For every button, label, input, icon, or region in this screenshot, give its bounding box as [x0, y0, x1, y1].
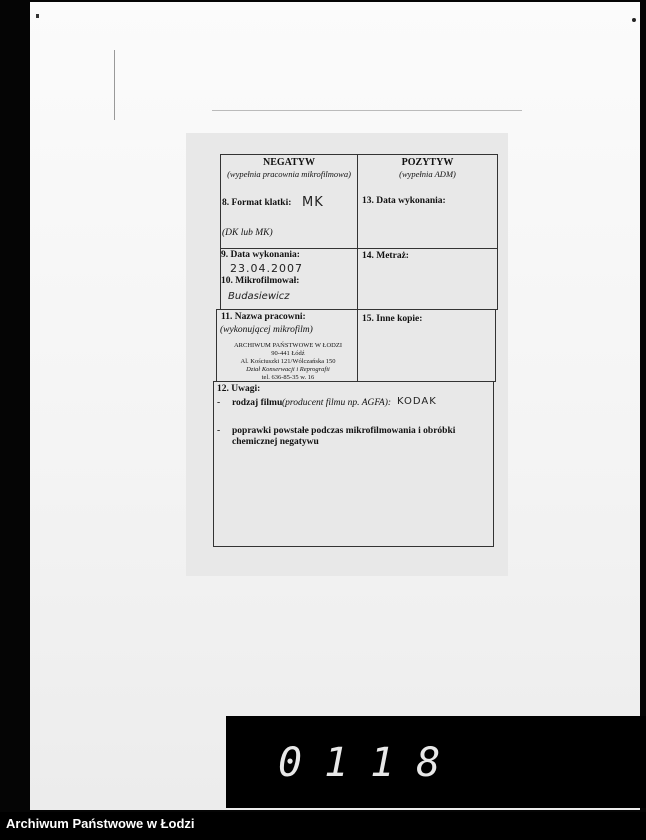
field-15-label: 15. Inne kopie: — [362, 314, 423, 324]
field-12-item2-line2: chemicznej negatywu — [232, 437, 319, 447]
stamp-line: tel. 636-85-35 w. 16 — [261, 374, 315, 381]
field-10-label: 10. Mikrofilmował: — [221, 276, 300, 286]
guide-line-vertical — [114, 50, 115, 120]
bullet-mark: - — [217, 398, 221, 408]
field-12-item1-value: KODAK — [397, 396, 437, 407]
field-12-item1-label: rodzaj filmu — [232, 398, 283, 408]
field-12-label: 12. Uwagi: — [217, 384, 261, 394]
bullet-mark: - — [217, 426, 221, 436]
field-10-signature: Budasiewicz — [228, 291, 290, 302]
field-12-item1-hint: (producent filmu np. AGFA): — [282, 398, 392, 408]
footer-archive-name: Archiwum Państwowe w Łodzi — [6, 816, 195, 831]
field-11-hint: (wykonującej mikrofilm) — [220, 325, 313, 335]
field-9-label: 9. Data wykonania: — [221, 250, 300, 260]
negatyw-subtitle: (wypełnia pracownia mikrofilmowa) — [227, 169, 351, 179]
field-13-label: 13. Data wykonania: — [362, 196, 446, 206]
field-8-label: 8. Format klatki: — [222, 198, 292, 208]
field-8-hint: (DK lub MK) — [222, 228, 273, 238]
field-9-value: 23.04.2007 — [230, 262, 303, 275]
field-11-label: 11. Nazwa pracowni: — [221, 312, 306, 322]
negatyw-title: NEGATYW — [262, 157, 316, 168]
pozytyw-title: POZYTYW — [401, 157, 454, 168]
stamp-line: ARCHIWUM PAŃSTWOWE W ŁODZI — [233, 342, 343, 349]
edge-mark — [36, 14, 39, 18]
stamp-line: Al. Kościuszki 121/Wólczańska 150 — [240, 358, 336, 365]
edge-dot — [632, 18, 636, 22]
stamp-line: 90-441 Łódź — [271, 350, 305, 357]
field-8-value: MK — [302, 195, 324, 210]
stamp-line: Dział Konserwacji i Reprografii — [246, 366, 330, 373]
field-14-label: 14. Metraż: — [362, 251, 409, 261]
field-12-item2-line1: poprawki powstałe podczas mikrofilmowania i obróbki — [232, 426, 456, 436]
guide-line-horizontal — [212, 110, 522, 111]
pozytyw-subtitle: (wypełnia ADM) — [399, 169, 456, 179]
microfilm-card — [186, 133, 508, 576]
frame-number: 0118 — [278, 740, 463, 786]
